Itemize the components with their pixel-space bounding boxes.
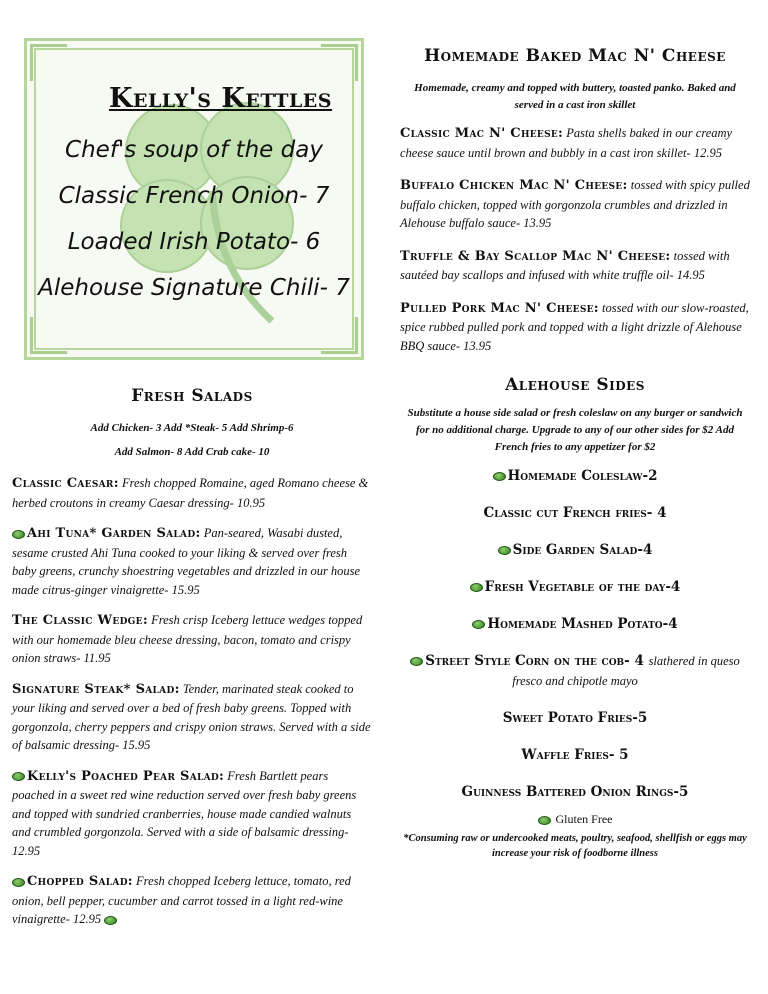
item-description: tossed with sautéed bay scallops and infused with white truffle oil- 14.95 [400,248,730,282]
soup-list [27,127,361,311]
item-description: tossed with our slow-roasted, spice rubbed pulled pork and topped with a light drizzle of Alehouse BBQ sauce- 13.95 [400,300,749,353]
item-name: Homemade Coleslaw-2 [507,468,658,484]
item-description: slathered in queso fresco and chipotle mayo [512,654,740,688]
item-name: Street Style Corn on the cob- 4 [425,653,644,669]
item-name: The Classic Wedge: [12,613,148,628]
right-column [400,46,750,861]
mac-intro: Homemade, creamy and topped with buttery, toasted panko. Baked and served in a cast iron skillet [414,82,736,111]
side-item [400,503,750,523]
gluten-free-icon [470,583,483,592]
soup-item: Chef's soup of the day [65,137,323,163]
item-description: Fresh chopped Iceberg lettuce, tomato, red onion, bell pepper, cucumber and carrot tossed in a light red-wine vinaigrette- 12.95 [12,874,351,926]
item-name: Buffalo Chicken Mac N' Cheese: [400,178,628,193]
sides-heading: Alehouse Sides [505,375,645,395]
item-name: Kelly's Poached Pear Salad: [27,768,225,784]
item-name: Ahi Tuna* Garden Salad: [27,526,201,541]
side-item [400,577,750,597]
gluten-free-icon [104,916,117,925]
frame-corner [321,44,358,81]
item-description: Tender, marinated steak cooked to your liking and served over a bed of fresh baby greens. Topped with gorgonzola, cherry peppers and crispy onion straws. Served with a side of balsamic dressing- 15.95 [12,681,371,752]
item-description: Fresh crisp Iceberg lettuce wedges topped with our homemade bleu cheese dressing, bacon, tomato and crispy onion straws- 11.95 [12,613,363,665]
item-description: Fresh Bartlett pears poached in a sweet red wine reduction served over fresh baby greens and topped with sundried cranberries, house made candied walnuts and crumbled gorgonzola. Served with a side of balsamic dressing- 12.95 [12,768,357,858]
soup-panel [24,38,364,360]
item-name: Chopped Salad: [27,874,133,889]
salad-item [12,872,372,929]
item-name: Sweet Potato Fries-5 [502,710,648,726]
mac-item [400,124,750,162]
salad-item [12,474,372,512]
soup-item: Classic French Onion- 7 [58,183,330,209]
item-name: Classic Caesar: [12,476,119,491]
item-name: Truffle & Bay Scallop Mac N' Cheese: [400,248,671,264]
left-column [12,38,372,929]
soup-title: Kelly's Kettles [109,83,333,114]
item-name: Guinness Battered Onion Rings-5 [461,784,689,800]
mac-item [400,299,750,356]
item-name: Homemade Mashed Potato-4 [487,616,678,632]
gluten-free-icon [410,657,423,666]
gluten-free-icon [472,620,485,629]
salads-heading: Fresh Salads [131,386,253,406]
salad-item [12,524,372,599]
side-item [400,782,750,802]
soup-item: Alehouse Signature Chili- 7 [38,275,350,301]
side-item [400,708,750,728]
side-item [400,651,750,691]
consumption-warning: *Consuming raw or undercooked meats, poultry, seafood, shellfish or eggs may increase your risk of foodborne illness [403,833,747,859]
salad-addons-line: Add Salmon- 8 Add Crab cake- 10 [114,446,270,458]
legend-label: Gluten Free [555,812,613,826]
item-description: Fresh chopped Romaine, aged Romano cheese & herbed croutons in creamy Caesar dressing- 10.95 [12,476,369,510]
salad-item [12,611,372,668]
side-item [400,540,750,560]
soup-item: Loaded Irish Potato- 6 [67,229,321,255]
gluten-free-icon [12,530,25,539]
mac-item [400,176,750,233]
item-name: Fresh Vegetable of the day-4 [484,579,681,595]
sides-intro: Substitute a house side salad or fresh coleslaw on any burger or sandwich for no additional charge. Upgrade to any of our other sides for $2 Add French fries to any appetizer for $2 [407,407,743,453]
item-name: Side Garden Salad-4 [512,542,653,558]
gluten-free-icon [493,472,506,481]
item-name: Pulled Pork Mac N' Cheese: [400,300,599,316]
salad-item [12,767,372,861]
frame-corner [30,44,67,81]
gluten-free-icon [538,816,551,825]
sides-list [400,466,750,802]
item-name: Classic cut French fries- 4 [483,505,667,521]
side-item [400,466,750,486]
mac-item [400,247,750,285]
frame-corner [30,317,67,354]
item-name: Signature Steak* Salad: [12,681,180,697]
side-item [400,745,750,765]
gluten-free-icon [498,546,511,555]
salad-addons-line: Add Chicken- 3 Add *Steak- 5 Add Shrimp-6 [90,422,294,434]
gluten-free-icon [12,878,25,887]
item-description: tossed with spicy pulled buffalo chicken, topped with gorgonzola crumbles and drizzled in Alehouse buffalo sauce- 13.95 [400,178,750,230]
item-description: Pan-seared, Wasabi dusted, sesame crusted Ahi Tuna cooked to your liking & served over fresh baby greens, crunchy shoestring vegetables and drizzled in our house made citrus-ginger vinaigrette- 15.95 [12,526,361,597]
side-item [400,614,750,634]
item-description: Pasta shells baked in our creamy cheese sauce until brown and bubbly in a cast iron skillet- 12.95 [400,126,733,160]
salad-item [12,680,372,755]
mac-heading: Homemade Baked Mac N' Cheese [424,46,726,66]
item-name: Classic Mac N' Cheese: [400,126,564,141]
item-name: Waffle Fries- 5 [521,747,629,763]
gluten-free-legend [400,812,750,827]
gluten-free-icon [12,772,25,781]
